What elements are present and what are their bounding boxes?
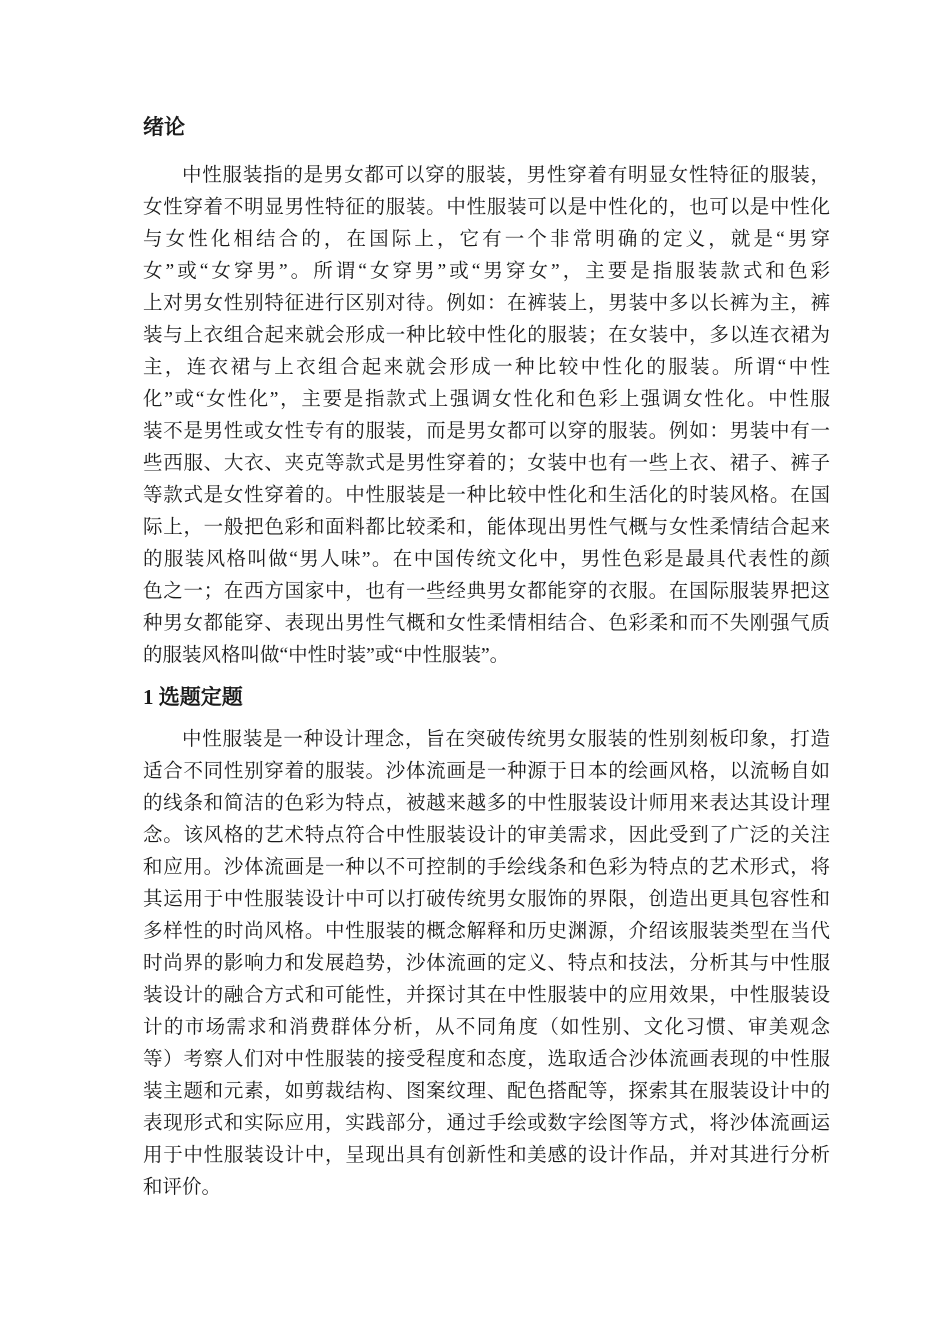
paragraph-line: 女”或“女穿男”。所谓“女穿男”或“男穿女”，主要是指服装款式和色彩 [143, 261, 830, 282]
paragraph-line: 其运用于中性服装设计中可以打破传统男女服饰的界限，创造出更具包容性和 [143, 889, 830, 910]
paragraph-line: 装不是男性或女性专有的服装，而是男女都可以穿的服装。例如：男装中有一 [143, 421, 830, 442]
paragraph-line: 装设计的融合方式和可能性，并探讨其在中性服装中的应用效果，中性服装设 [143, 985, 830, 1006]
paragraph-line: 种男女都能穿、表现出男性气概和女性柔情相结合、色彩柔和而不失刚强气质 [143, 613, 830, 634]
paragraph-line: 际上，一般把色彩和面料都比较柔和，能体现出男性气概与女性柔情结合起来 [143, 517, 830, 538]
paragraph-line: 装主题和元素，如剪裁结构、图案纹理、配色搭配等，探索其在服装设计中的 [143, 1081, 830, 1102]
paragraph-line: 化”或“女性化”，主要是指款式上强调女性化和色彩上强调女性化。中性服 [143, 389, 830, 410]
paragraph-line: 的线条和简洁的色彩为特点，被越来越多的中性服装设计师用来表达其设计理 [143, 793, 830, 814]
paragraph-line: 时尚界的影响力和发展趋势，沙体流画的定义、特点和技法，分析其与中性服 [143, 953, 830, 974]
paragraph-line: 多样性的时尚风格。中性服装的概念解释和历史渊源，介绍该服装类型在当代 [143, 921, 830, 942]
paragraph-line: 等款式是女性穿着的。中性服装是一种比较中性化和生活化的时装风格。在国 [143, 485, 830, 506]
paragraph-line: 色之一；在西方国家中，也有一些经典男女都能穿的衣服。在国际服装界把这 [143, 581, 830, 602]
paragraph-line: 和应用。沙体流画是一种以不可控制的手绘线条和色彩为特点的艺术形式，将 [143, 857, 830, 878]
paragraph-line: 表现形式和实际应用，实践部分，通过手绘或数字绘图等方式，将沙体流画运 [143, 1113, 830, 1134]
paragraph-line: 装与上衣组合起来就会形成一种比较中性化的服装；在女装中，多以连衣裙为 [143, 325, 830, 346]
paragraph-line: 的服装风格叫做“男人味”。在中国传统文化中，男性色彩是最具代表性的颜 [143, 549, 830, 570]
paragraph-line: 计的市场需求和消费群体分析，从不同角度（如性别、文化习惯、审美观念 [143, 1017, 830, 1038]
paragraph-line: 的服装风格叫做“中性时装”或“中性服装”。 [143, 645, 510, 666]
paragraph-line: 中性服装指的是男女都可以穿的服装，男性穿着有明显女性特征的服装， [182, 165, 830, 186]
document-title: 绪论 [143, 115, 185, 139]
paragraph-line: 些西服、大衣、夹克等款式是男性穿着的；女装中也有一些上衣、裙子、裤子 [143, 453, 830, 474]
document-content [143, 112, 830, 1204]
intro-paragraph [143, 160, 830, 672]
paragraph-line: 主，连衣裙与上衣组合起来就会形成一种比较中性化的服装。所谓“中性 [143, 357, 830, 378]
paragraph-line: 女性穿着不明显男性特征的服装。中性服装可以是中性化的，也可以是中性化 [143, 197, 830, 218]
section-heading: 1 选题定题 [143, 685, 243, 709]
paragraph-line: 等）考察人们对中性服装的接受程度和态度，选取适合沙体流画表现的中性服 [143, 1049, 830, 1070]
paragraph-line: 和评价。 [143, 1177, 222, 1198]
section-paragraph [143, 724, 830, 1204]
paragraph-line: 上对男女性别特征进行区别对待。例如：在裤装上，男装中多以长裤为主，裤 [143, 293, 830, 314]
paragraph-line: 适合不同性别穿着的服装。沙体流画是一种源于日本的绘画风格，以流畅自如 [143, 761, 830, 782]
paragraph-line: 念。该风格的艺术特点符合中性服装设计的审美需求，因此受到了广泛的关注 [143, 825, 830, 846]
paragraph-line: 中性服装是一种设计理念，旨在突破传统男女服装的性别刻板印象，打造 [182, 729, 830, 750]
paragraph-line: 与女性化相结合的，在国际上，它有一个非常明确的定义，就是“男穿 [143, 229, 830, 250]
paragraph-line: 用于中性服装设计中，呈现出具有创新性和美感的设计作品，并对其进行分析 [143, 1145, 830, 1166]
